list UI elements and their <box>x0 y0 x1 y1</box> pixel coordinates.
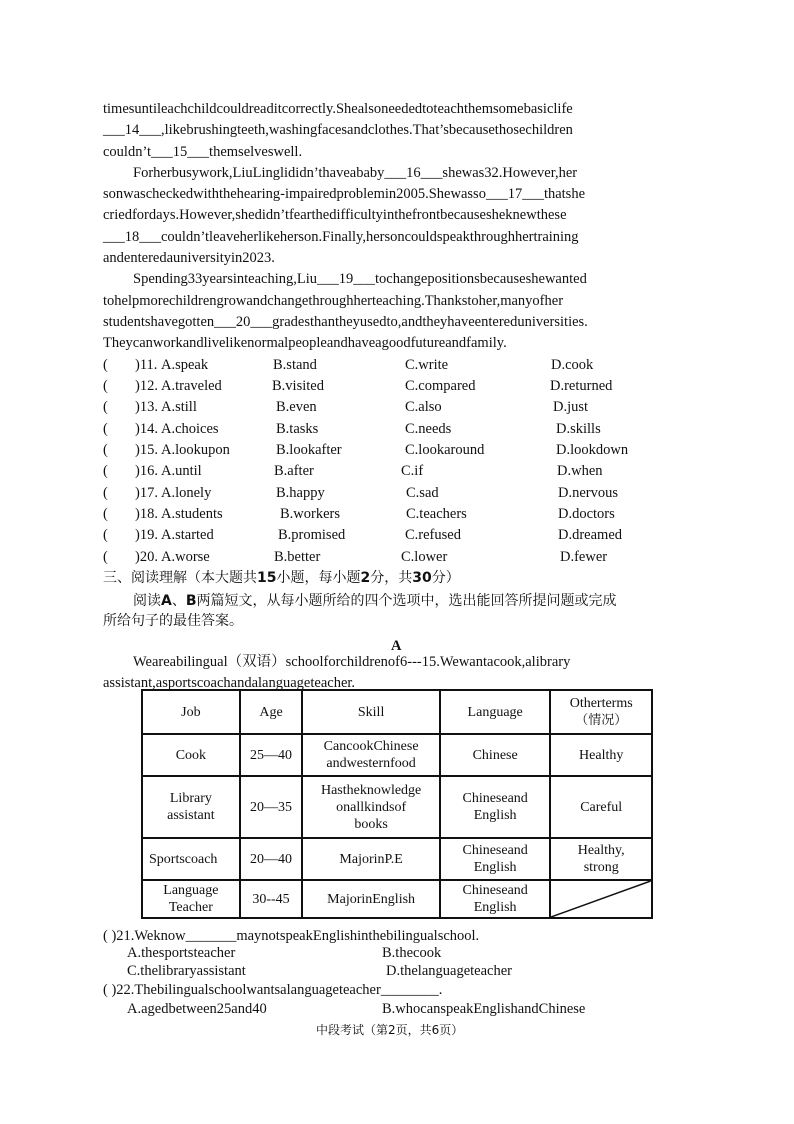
answer-paren[interactable]: ( <box>103 485 108 501</box>
cell-other: Healthy <box>550 734 652 776</box>
question-number: )17. <box>135 485 158 501</box>
cell-language: Chinese <box>440 734 550 776</box>
job-table <box>141 689 653 919</box>
heading-text: 小题，每小题 <box>276 570 361 586</box>
cell-job: Sportscoach <box>142 838 240 880</box>
passage-b-ref: B <box>185 593 197 609</box>
option-a[interactable]: A.choices <box>161 421 219 437</box>
skill-line: onallkindsof <box>336 799 407 815</box>
passage-line: Spending33yearsinteaching,Liu___19___tochangepositionsbecauseshewanted <box>133 271 587 287</box>
passage-intro: assistant,asportscoachandalanguageteacher. <box>103 675 356 691</box>
question-number: )20. <box>135 549 158 565</box>
answer-paren[interactable]: ( <box>103 421 108 437</box>
section-heading <box>103 569 460 587</box>
option-b[interactable]: B.better <box>274 549 321 565</box>
header-other-terms-cn: （情况） <box>575 713 628 728</box>
option-d[interactable]: D.fewer <box>560 549 608 565</box>
job-line: assistant <box>167 808 215 823</box>
option-d[interactable]: D.doctors <box>558 506 615 522</box>
cell-other <box>550 838 652 880</box>
answer-paren[interactable]: ( <box>103 378 108 394</box>
question-number: )15. <box>135 442 158 458</box>
cell-language <box>440 880 550 918</box>
header-skill: Skill <box>302 690 440 734</box>
option-a[interactable]: A.lonely <box>161 485 212 501</box>
table-row <box>142 838 652 880</box>
other-line: strong <box>583 860 619 875</box>
question-count: 15 <box>257 570 277 586</box>
header-age: Age <box>240 690 303 734</box>
option-a[interactable]: A.traveled <box>161 378 222 394</box>
option-d[interactable]: D.just <box>553 399 589 415</box>
page-footer: 中段考试（第2页，共6页） <box>316 1023 464 1037</box>
option-b[interactable]: B.lookafter <box>276 442 342 458</box>
language-line: Chineseand <box>462 883 528 898</box>
option-a[interactable]: A.agedbetween25and40 <box>127 1001 267 1017</box>
option-d[interactable]: D.returned <box>550 378 613 394</box>
table-row <box>142 776 652 838</box>
question-number: )12. <box>135 378 158 394</box>
language-line: Chineseand <box>462 843 528 858</box>
option-b[interactable]: B.workers <box>280 506 341 522</box>
passage-line: andenteredauniversityin2023. <box>103 250 275 266</box>
question-number: )14. <box>135 421 158 437</box>
cell-age: 20—35 <box>240 776 303 838</box>
option-a[interactable]: A.students <box>161 506 223 522</box>
passage-line: sonwascheckedwiththehearing-impairedproblemin2005.Shewasso___17___thatshe <box>103 186 586 202</box>
option-b[interactable]: B.tasks <box>276 421 319 437</box>
passage-line: tohelpmorechildrengrowandchangethroughherteaching.Thankstoher,manyofher <box>103 293 564 309</box>
section-instructions <box>133 592 617 610</box>
answer-paren[interactable]: ( <box>103 399 108 415</box>
instruction-text: 阅读 <box>133 593 161 609</box>
skill-line: books <box>354 816 388 832</box>
option-c[interactable]: C.lower <box>401 549 448 565</box>
job-line: Library <box>169 791 212 806</box>
job-line: Language <box>163 883 219 898</box>
answer-paren[interactable]: ( <box>103 357 108 373</box>
option-b[interactable]: B.happy <box>276 485 325 501</box>
question-22: ( )22.Thebilingualschoolwantsalanguageteacher________. <box>103 982 443 998</box>
option-b[interactable]: B.stand <box>273 357 317 373</box>
instruction-text: 两篇短文，从每小题所给的四个选项中，选出能回答所提问题或完成 <box>196 593 617 609</box>
instruction-text: 、 <box>171 593 186 609</box>
section-instructions-line2: 所给句子的最佳答案。 <box>103 613 243 629</box>
option-a[interactable]: A.worse <box>161 549 210 565</box>
heading-text: 三、阅读理解（本大题共 <box>103 570 257 586</box>
option-a[interactable]: A.still <box>161 399 197 415</box>
header-other-terms <box>550 690 652 734</box>
cell-job <box>142 776 240 838</box>
option-b[interactable]: B.promised <box>278 527 346 543</box>
diagonal-line <box>551 881 651 917</box>
cell-skill: MajorinEnglish <box>302 880 440 918</box>
option-b[interactable]: B.whocanspeakEnglishandChinese <box>382 1001 586 1017</box>
cell-language <box>440 776 550 838</box>
cell-skill: MajorinP.E <box>302 838 440 880</box>
option-b[interactable]: B.even <box>276 399 317 415</box>
option-a[interactable]: A.speak <box>161 357 209 373</box>
question-number: )13. <box>135 399 158 415</box>
option-a[interactable]: A.lookupon <box>161 442 230 458</box>
passage-line: ___18___couldn’tleaveherlikeherson.Finally,hersoncouldspeakthroughhertraining <box>103 229 579 245</box>
option-c[interactable]: C.if <box>401 463 424 479</box>
cell-skill <box>302 776 440 838</box>
option-b[interactable]: B.visited <box>272 378 324 394</box>
skill-line: CancookChinese <box>323 739 419 754</box>
cell-age: 20—40 <box>240 838 303 880</box>
language-line: Chineseand <box>462 791 528 806</box>
language-line: English <box>473 900 517 915</box>
question-21: ( )21.Weknow_______maynotspeakEnglishinthebilingualschool. <box>103 928 480 944</box>
option-a[interactable]: A.thesportsteacher <box>127 945 236 961</box>
cell-language <box>440 838 550 880</box>
table-row <box>142 734 652 776</box>
option-c[interactable]: C.write <box>405 357 449 373</box>
table-header-row <box>142 690 652 734</box>
option-c[interactable]: C.needs <box>405 421 452 437</box>
option-c[interactable]: C.also <box>405 399 442 415</box>
other-line: Healthy, <box>577 843 625 858</box>
passage-a-ref: A <box>161 593 172 609</box>
cell-job <box>142 880 240 918</box>
cell-other-empty <box>550 880 652 918</box>
option-c[interactable]: C.refused <box>405 527 461 543</box>
passage-intro: Weareabilingual（双语）schoolforchildrenof6---15.Wewantacook,alibrary <box>133 654 571 670</box>
passage-line: criedfordays.However,shedidn’tfearthedifficultyinthefrontbecausesheknewthese <box>103 207 567 223</box>
option-c[interactable]: C.lookaround <box>405 442 485 458</box>
cell-job: Cook <box>142 734 240 776</box>
option-d[interactable]: D.dreamed <box>558 527 623 543</box>
total-points: 30 <box>412 570 432 586</box>
answer-paren[interactable]: ( <box>103 442 108 458</box>
passage-line: timesuntileachchildcouldreaditcorrectly.Shealsoneededtoteachthemsomebasiclife <box>103 101 573 117</box>
passage-line: couldn’t___15___themselveswell. <box>103 144 303 160</box>
passage-line: Theycanworkandlivelikenormalpeopleandhaveagoodfutureandfamily. <box>103 335 507 351</box>
answer-paren[interactable]: ( <box>103 549 108 565</box>
passage-label: A <box>391 638 402 654</box>
heading-text: 分，共 <box>370 570 413 586</box>
header-other-terms-en: Otherterms <box>569 696 633 711</box>
header-language: Language <box>440 690 550 734</box>
option-d[interactable]: D.nervous <box>558 485 619 501</box>
option-a[interactable]: A.until <box>161 463 202 479</box>
question-number: )19. <box>135 527 158 543</box>
table-row <box>142 880 652 918</box>
answer-paren[interactable]: ( <box>103 527 108 543</box>
passage-line: ___14___,likebrushingteeth,washingfacesandclothes.That’sbecausethosechildren <box>103 122 573 138</box>
points-each: 2 <box>360 570 371 586</box>
option-c[interactable]: C.thelibraryassistant <box>127 963 246 979</box>
option-b[interactable]: B.thecook <box>382 945 442 961</box>
language-line: English <box>473 860 517 875</box>
heading-text: 分） <box>431 570 460 586</box>
cell-age: 30--45 <box>240 880 303 918</box>
option-c[interactable]: C.sad <box>406 485 439 501</box>
answer-paren[interactable]: ( <box>103 506 108 522</box>
passage-line: Forherbusywork,LiuLinglididn’thaveababy___16___shewas32.However,her <box>133 165 578 181</box>
option-b[interactable]: B.after <box>274 463 314 479</box>
cell-other: Careful <box>550 776 652 838</box>
option-d[interactable]: D.thelanguageteacher <box>386 963 512 979</box>
option-d[interactable]: D.when <box>557 463 603 479</box>
question-number: )18. <box>135 506 158 522</box>
skill-line: andwesternfood <box>326 756 416 771</box>
header-job: Job <box>142 690 240 734</box>
option-c[interactable]: C.teachers <box>406 506 467 522</box>
language-line: English <box>473 808 517 823</box>
answer-paren[interactable]: ( <box>103 463 108 479</box>
question-number: )11. <box>135 357 158 373</box>
cell-skill <box>302 734 440 776</box>
cell-age: 25—40 <box>240 734 303 776</box>
option-a[interactable]: A.started <box>161 527 214 543</box>
passage-line: studentshavegotten___20___gradesthantheyusedto,andtheyhaveentereduniversities. <box>103 314 588 330</box>
option-d[interactable]: D.skills <box>556 421 601 437</box>
job-line: Teacher <box>168 900 213 915</box>
option-d[interactable]: D.lookdown <box>556 442 629 458</box>
question-number: )16. <box>135 463 158 479</box>
skill-line: Hastheknowledge <box>320 782 422 798</box>
option-c[interactable]: C.compared <box>405 378 476 394</box>
option-d[interactable]: D.cook <box>551 357 594 373</box>
